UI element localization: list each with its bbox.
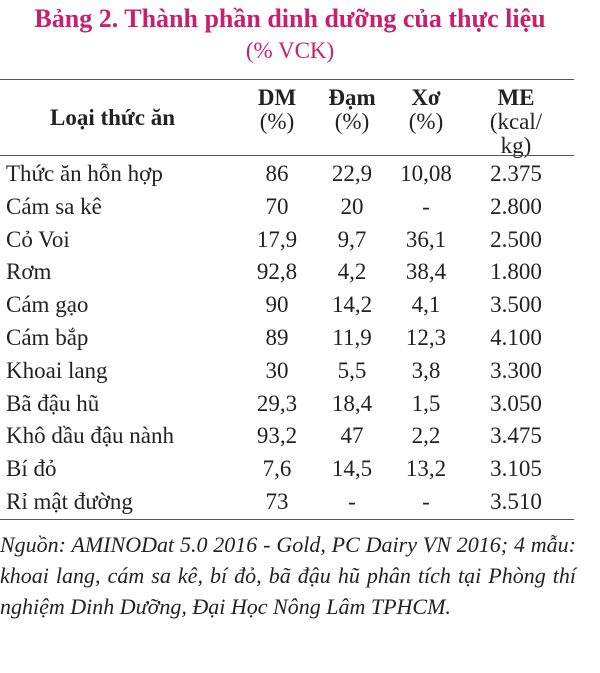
cell-me: 4.100 <box>490 324 542 350</box>
table-row <box>0 322 580 355</box>
cell-protein: 14,2 <box>331 292 373 318</box>
cell-fiber: 13,2 <box>405 456 447 482</box>
cell-dm: 92,8 <box>256 259 298 285</box>
table-row <box>0 388 580 421</box>
cell-fiber: 1,5 <box>411 390 441 416</box>
cell-me: 3.510 <box>490 488 542 514</box>
cell-name: Cám gạo <box>6 292 89 318</box>
header-me-label: ME <box>497 85 535 110</box>
header-me-unit-1: (kcal/ <box>489 109 543 134</box>
cell-me: 3.050 <box>490 390 542 416</box>
table-row <box>0 224 580 257</box>
cell-protein: 22,9 <box>331 161 373 186</box>
header-protein-unit: (%) <box>334 109 370 134</box>
cell-name: Thức ăn hỗn hợp <box>6 161 163 186</box>
top-rule <box>0 79 574 80</box>
table-row <box>0 191 580 224</box>
cell-protein: 11,9 <box>332 324 372 350</box>
cell-me: 3.500 <box>490 292 542 318</box>
table-row <box>0 486 580 519</box>
cell-fiber: 2,2 <box>411 423 441 449</box>
table-row <box>0 355 580 388</box>
cell-fiber: 10,08 <box>400 161 452 186</box>
cell-dm: 86 <box>265 161 289 186</box>
header-dm <box>244 86 310 134</box>
header-protein-label: Đạm <box>328 85 376 110</box>
cell-dm: 29,3 <box>256 390 298 416</box>
source-note: Nguồn: AMINODat 5.0 2016 - Gold, PC Dairy VN 2016; 4 mẫu: khoai lang, cám sa kê, bí đỏ, bã đậu hũ phân tích tại Phòng thí nghiệm Dinh Dưỡng, Đại Học Nông Lâm TPHCM. <box>0 532 576 619</box>
header-me <box>476 86 556 158</box>
cell-dm: 7,6 <box>262 456 292 482</box>
cell-name: Cám sa kê <box>6 193 102 219</box>
cell-name: Khoai lang <box>6 357 108 383</box>
cell-me: 3.300 <box>490 357 542 383</box>
cell-name: Bã đậu hũ <box>6 390 100 416</box>
cell-name: Cỏ Voi <box>6 226 70 252</box>
header-me-unit-2: kg) <box>500 133 532 158</box>
cell-dm: 90 <box>265 292 289 318</box>
table-subtitle: (% VCK) <box>245 38 335 63</box>
cell-protein: 20 <box>340 193 364 219</box>
cell-protein: 9,7 <box>337 226 367 252</box>
header-fiber-unit: (%) <box>408 109 444 134</box>
header-protein <box>320 86 384 134</box>
cell-dm: 30 <box>265 357 289 383</box>
cell-protein: 5,5 <box>337 357 367 383</box>
header-dm-unit: (%) <box>259 109 295 134</box>
cell-name: Cám bắp <box>6 324 89 350</box>
header-dm-label: DM <box>257 85 297 110</box>
cell-fiber: 36,1 <box>405 226 447 252</box>
cell-protein: 4,2 <box>337 259 367 285</box>
table-row <box>0 256 580 289</box>
cell-fiber: 4,1 <box>411 292 441 318</box>
cell-name: Rỉ mật đường <box>6 488 133 514</box>
header-feed-type: Loại thức ăn <box>50 105 175 130</box>
cell-dm: 17,9 <box>256 226 298 252</box>
cell-me: 3.105 <box>490 456 542 482</box>
table-row <box>0 158 580 191</box>
cell-protein: 18,4 <box>331 390 373 416</box>
table-row <box>0 289 580 322</box>
cell-dm: 89 <box>265 324 289 350</box>
cell-protein: 47 <box>340 423 364 449</box>
cell-me: 3.475 <box>490 423 542 449</box>
cell-dm: 73 <box>265 488 289 514</box>
cell-name: Bí đỏ <box>6 456 57 482</box>
cell-dm: 70 <box>265 193 289 219</box>
cell-name: Khô dầu đậu nành <box>6 423 174 449</box>
cell-me: 1.800 <box>490 259 542 285</box>
header-rule <box>0 155 574 156</box>
cell-fiber: - <box>422 488 430 514</box>
cell-protein: 14,5 <box>331 456 373 482</box>
table-row <box>0 420 580 453</box>
table-row <box>0 453 580 486</box>
cell-fiber: 12,3 <box>405 324 447 350</box>
cell-fiber: - <box>422 193 430 219</box>
cell-fiber: 38,4 <box>405 259 447 285</box>
cell-name: Rơm <box>6 259 52 285</box>
cell-me: 2.800 <box>490 193 542 219</box>
header-fiber-label: Xơ <box>411 85 441 110</box>
cell-fiber: 3,8 <box>411 357 441 383</box>
bottom-rule <box>0 519 574 520</box>
table-body <box>0 158 580 519</box>
table-title: Bảng 2. Thành phần dinh dưỡng của thực liệu <box>34 4 546 33</box>
cell-dm: 93,2 <box>256 423 298 449</box>
cell-me: 2.500 <box>490 226 542 252</box>
cell-protein: - <box>348 488 356 514</box>
header-fiber <box>396 86 456 134</box>
cell-me: 2.375 <box>490 161 542 186</box>
